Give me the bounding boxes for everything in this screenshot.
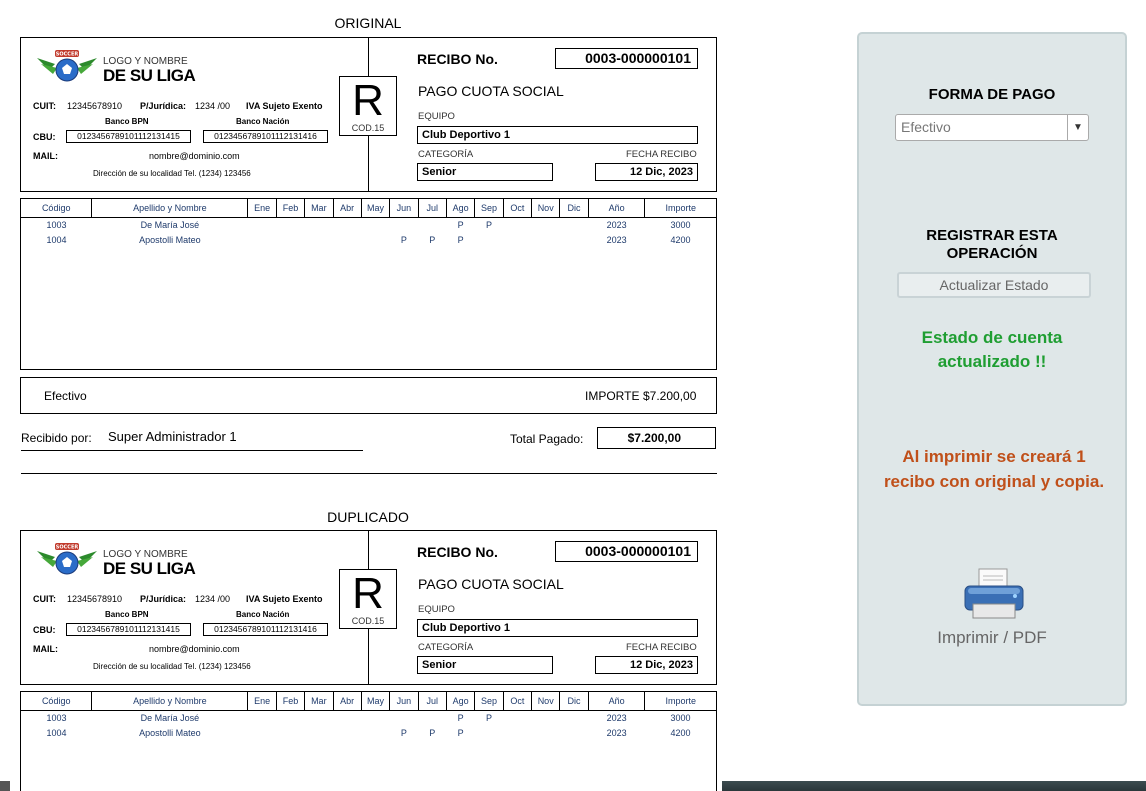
taskbar-fragment-right — [722, 781, 1146, 791]
table-header-cell: Ago — [446, 692, 474, 710]
recibo-number: 0003-000000101 — [555, 48, 698, 69]
iva-condition: IVA Sujeto Exento — [246, 101, 323, 111]
fecha-field: 12 Dic, 2023 — [595, 163, 698, 181]
table-header-cell: Jun — [390, 692, 418, 710]
categoria-label: CATEGORÍA — [418, 642, 474, 653]
table-cell: P — [429, 727, 436, 738]
table-header-cell: Dic — [560, 692, 588, 710]
table-cell: De María José — [140, 219, 200, 230]
receipt-header-original — [20, 37, 717, 192]
table-header-cell: Mar — [305, 199, 333, 217]
table-row — [21, 232, 716, 247]
fecha-field: 12 Dic, 2023 — [595, 656, 698, 674]
categoria-label: CATEGORÍA — [418, 149, 474, 160]
forma-pago-selected: Efectivo — [901, 119, 951, 135]
table-cell: 3000 — [670, 219, 691, 230]
estado-message — [859, 326, 1125, 374]
imprimir-message: Al imprimir se creará 1 recibo con original y copia. — [883, 447, 1105, 491]
table-cell — [361, 217, 389, 232]
table-cell — [390, 217, 418, 232]
receipt-type-box — [339, 76, 397, 136]
table-header-cell: Importe — [645, 199, 716, 217]
print-pdf-link[interactable]: Imprimir / PDF — [937, 628, 1047, 647]
table-cell — [532, 232, 560, 247]
recibido-label: Recibido por: — [21, 431, 92, 445]
table-cell: 2023 — [606, 712, 627, 723]
table-cell — [248, 217, 276, 232]
total-value: $7.200,00 — [597, 427, 716, 449]
receipt-header-duplicado — [20, 530, 717, 685]
pago-label: PAGO CUOTA SOCIAL — [418, 83, 564, 99]
table-cell: Apostolli Mateo — [139, 234, 201, 245]
table-cell: 2023 — [606, 234, 627, 245]
fecha-label: FECHA RECIBO — [626, 149, 697, 160]
equipo-label: EQUIPO — [418, 111, 455, 122]
table-header-cell: Feb — [276, 692, 304, 710]
printer-icon[interactable] — [963, 568, 1025, 620]
table-header-cell: May — [361, 199, 389, 217]
pj-value: 1234 /00 — [195, 594, 231, 604]
table-cell — [276, 725, 304, 740]
table-header-cell: Código — [21, 199, 92, 217]
table-cell: 3000 — [670, 712, 691, 723]
table-row — [21, 710, 716, 725]
table-cell — [305, 710, 333, 725]
table-cell — [475, 232, 503, 247]
cbu-label: CBU: — [33, 625, 56, 635]
table-cell — [361, 710, 389, 725]
address-text: Dirección de su localidad Tel. (1234) 123456 — [93, 662, 251, 671]
table-cell — [503, 232, 531, 247]
cuit-label: CUIT: — [33, 101, 56, 111]
table-cell: P — [457, 219, 464, 230]
table-header-cell: Jul — [418, 692, 446, 710]
table-header-cell: Abr — [333, 692, 361, 710]
receipt-type-letter: R — [352, 569, 384, 618]
equipo-field: Club Deportivo 1 — [417, 619, 698, 637]
table-header-cell: Apellido y Nombre — [92, 692, 248, 710]
table-header-cell: Dic — [560, 199, 588, 217]
table-cell — [503, 217, 531, 232]
actualizar-estado-button[interactable]: Actualizar Estado — [897, 272, 1091, 298]
signature-line — [21, 450, 363, 451]
table-cell — [560, 217, 588, 232]
table-cell: P — [429, 234, 436, 245]
forma-pago-select[interactable] — [895, 114, 1089, 141]
copy-separator — [21, 473, 717, 474]
table-cell: P — [457, 727, 464, 738]
actions-panel — [857, 32, 1127, 706]
cbu-label: CBU: — [33, 132, 56, 142]
table-row — [21, 725, 716, 740]
table-cell — [532, 217, 560, 232]
importe-label: IMPORTE — [585, 389, 640, 403]
cbu1-field: 0123456789101112131415 — [66, 130, 191, 143]
table-cell — [560, 725, 588, 740]
table-cell: P — [485, 712, 492, 723]
table-header-cell: Mar — [305, 692, 333, 710]
forma-pago-title: FORMA DE PAGO — [928, 86, 1056, 103]
copy-title-original: ORIGINAL — [334, 15, 402, 31]
table-cell — [560, 232, 588, 247]
receipt-type-code: COD.15 — [351, 123, 385, 133]
table-cell — [248, 710, 276, 725]
table-header-cell: Sep — [475, 199, 503, 217]
bank2-label: Banco Nación — [236, 117, 290, 126]
table-header-cell: Ene — [248, 199, 276, 217]
table-cell: 2023 — [606, 727, 627, 738]
table-header-cell: Apellido y Nombre — [92, 199, 248, 217]
equipo-label: EQUIPO — [418, 604, 455, 615]
logo-main-text: DE SU LIGA — [103, 66, 196, 85]
table-cell: 1003 — [46, 219, 67, 230]
bank1-label: Banco BPN — [105, 117, 149, 126]
cbu1-field: 0123456789101112131415 — [66, 623, 191, 636]
cuit-label: CUIT: — [33, 594, 56, 604]
table-header-cell: Año — [588, 199, 645, 217]
table-cell — [560, 710, 588, 725]
table-cell — [333, 725, 361, 740]
cuit-value: 12345678910 — [67, 101, 123, 111]
logo-top-text: LOGO Y NOMBRE — [103, 56, 188, 67]
svg-text:SOCCER: SOCCER — [55, 51, 79, 58]
registrar-title-line1: REGISTRAR ESTA — [926, 227, 1058, 244]
table-cell — [276, 710, 304, 725]
table-header-cell: Abr — [333, 199, 361, 217]
bank2-label: Banco Nación — [236, 610, 290, 619]
table-cell: 2023 — [606, 219, 627, 230]
table-header-cell: Nov — [532, 199, 560, 217]
pj-label: P/Jurídica: — [140, 101, 187, 111]
table-header-cell: Oct — [503, 199, 531, 217]
table-cell — [475, 725, 503, 740]
table-cell — [361, 725, 389, 740]
svg-text:SOCCER: SOCCER — [55, 544, 79, 551]
recibo-label: RECIBO No. — [417, 544, 498, 560]
table-cell: P — [400, 234, 407, 245]
table-cell: 1004 — [46, 234, 67, 245]
estado-line2: actualizado !! — [937, 352, 1047, 371]
table-header-cell: Importe — [645, 692, 716, 710]
pago-label: PAGO CUOTA SOCIAL — [418, 576, 564, 592]
table-cell — [305, 217, 333, 232]
table-cell — [276, 217, 304, 232]
logo-main-text: DE SU LIGA — [103, 559, 196, 578]
categoria-field: Senior — [417, 163, 553, 181]
receipt-type-letter: R — [352, 76, 384, 125]
categoria-field: Senior — [417, 656, 553, 674]
payment-method-text: Efectivo — [44, 389, 87, 403]
receipt-type-box — [339, 569, 397, 629]
mail-label: MAIL: — [33, 151, 58, 161]
mail-label: MAIL: — [33, 644, 58, 654]
table-header-cell: Año — [588, 692, 645, 710]
table-header-cell: Nov — [532, 692, 560, 710]
payments-table-duplicado — [20, 691, 717, 791]
table-cell — [333, 217, 361, 232]
table-header-cell: Código — [21, 692, 92, 710]
registrar-title-line2: OPERACIÓN — [946, 245, 1038, 262]
recibo-number: 0003-000000101 — [555, 541, 698, 562]
table-cell: 1003 — [46, 712, 67, 723]
payment-summary — [20, 377, 717, 414]
table-cell — [390, 710, 418, 725]
table-cell: P — [400, 727, 407, 738]
table-row — [21, 217, 716, 232]
table-cell — [532, 725, 560, 740]
fecha-label: FECHA RECIBO — [626, 642, 697, 653]
cbu2-field: 0123456789101112131416 — [203, 623, 328, 636]
table-header-cell: Feb — [276, 199, 304, 217]
table-cell: De María José — [140, 712, 200, 723]
table-header-cell: Jul — [418, 199, 446, 217]
logo-top-text: LOGO Y NOMBRE — [103, 549, 188, 560]
table-cell: Apostolli Mateo — [139, 727, 201, 738]
total-label: Total Pagado: — [510, 432, 584, 446]
recibo-label: RECIBO No. — [417, 51, 498, 67]
table-cell — [305, 232, 333, 247]
chevron-down-icon[interactable]: ▼ — [1067, 115, 1088, 140]
payments-table-original — [20, 198, 717, 370]
table-cell — [333, 232, 361, 247]
table-cell — [503, 725, 531, 740]
table-cell — [248, 232, 276, 247]
table-cell: 1004 — [46, 727, 67, 738]
table-cell: P — [457, 234, 464, 245]
table-header-cell: Jun — [390, 199, 418, 217]
league-logo-icon — [35, 48, 99, 84]
table-cell: P — [485, 219, 492, 230]
equipo-field: Club Deportivo 1 — [417, 126, 698, 144]
table-cell — [361, 232, 389, 247]
taskbar-fragment-left — [0, 781, 10, 791]
cbu2-field: 0123456789101112131416 — [203, 130, 328, 143]
address-text: Dirección de su localidad Tel. (1234) 123456 — [93, 169, 251, 178]
importe-value: $7.200,00 — [643, 389, 697, 403]
table-cell — [503, 710, 531, 725]
table-cell — [418, 217, 446, 232]
table-header-cell: Sep — [475, 692, 503, 710]
table-cell — [418, 710, 446, 725]
estado-line1: Estado de cuenta — [921, 328, 1063, 347]
recibido-name: Super Administrador 1 — [108, 429, 237, 444]
mail-value: nombre@dominio.com — [149, 151, 240, 161]
table-cell — [248, 725, 276, 740]
bank1-label: Banco BPN — [105, 610, 149, 619]
pj-value: 1234 /00 — [195, 101, 231, 111]
table-cell — [305, 725, 333, 740]
iva-condition: IVA Sujeto Exento — [246, 594, 323, 604]
table-cell — [532, 710, 560, 725]
table-cell: 4200 — [670, 234, 691, 245]
table-cell: 4200 — [670, 727, 691, 738]
league-logo-icon — [35, 541, 99, 577]
table-cell — [333, 710, 361, 725]
mail-value: nombre@dominio.com — [149, 644, 240, 654]
table-cell — [276, 232, 304, 247]
pj-label: P/Jurídica: — [140, 594, 187, 604]
table-header-cell: May — [361, 692, 389, 710]
table-header-cell: Ago — [446, 199, 474, 217]
receipt-type-code: COD.15 — [351, 616, 385, 626]
table-header-cell: Oct — [503, 692, 531, 710]
copy-title-duplicado: DUPLICADO — [327, 509, 409, 525]
cuit-value: 12345678910 — [67, 594, 123, 604]
table-header-cell: Ene — [248, 692, 276, 710]
table-cell: P — [457, 712, 464, 723]
